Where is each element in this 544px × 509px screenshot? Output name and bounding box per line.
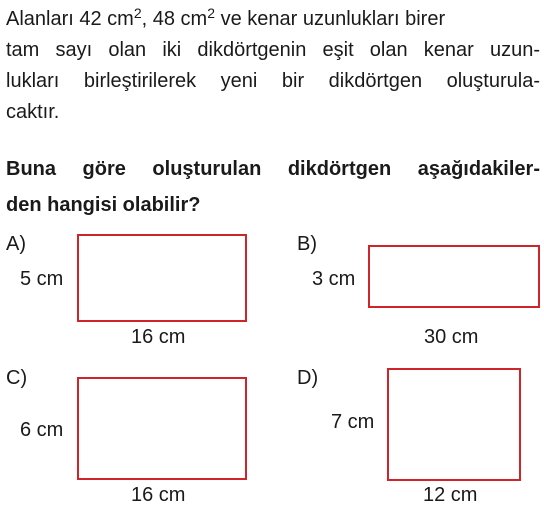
option-d-width-label: 12 cm [423,484,478,506]
option-a-width-label: 16 cm [131,326,186,348]
option-b-height-label: 3 cm [312,268,356,290]
option-a-rectangle[interactable] [77,234,247,322]
option-c-rectangle[interactable] [77,377,247,480]
option-b-width-label: 30 cm [424,326,479,348]
option-d-letter[interactable]: D) [297,367,319,389]
option-b-letter[interactable]: B) [297,233,317,255]
question-line-2: tam sayı olan iki dikdörtgenin eşit olan kenar uzun- [6,39,540,61]
question-prompt [6,151,540,223]
option-c-width-label: 16 cm [131,484,186,506]
prompt-line-1: Buna göre oluşturulan dikdörtgen aşağıdakiler- [6,158,540,180]
option-d-height-label: 7 cm [331,411,375,433]
question-line-1: Alanları 42 $cm^2$, 48 $cm^2$ ve kenar uzunlukları birer [6,5,446,30]
question-text [6,4,540,128]
option-c-letter[interactable]: C) [6,367,28,389]
option-d-rectangle[interactable] [387,368,521,481]
question-line-4: caktır. [6,101,60,123]
superscript-2: 2 [133,5,142,21]
option-c-height-label: 6 cm [20,419,64,441]
option-a-height-label: 5 cm [20,268,64,290]
superscript-2: 2 [207,5,216,21]
option-b-rectangle[interactable] [368,245,540,308]
option-a-letter[interactable]: A) [6,233,26,255]
question-line-3: lukları birleştirilerek yeni bir dikdörtgen oluşturula- [6,70,540,92]
prompt-line-2: den hangisi olabilir? [6,194,201,216]
